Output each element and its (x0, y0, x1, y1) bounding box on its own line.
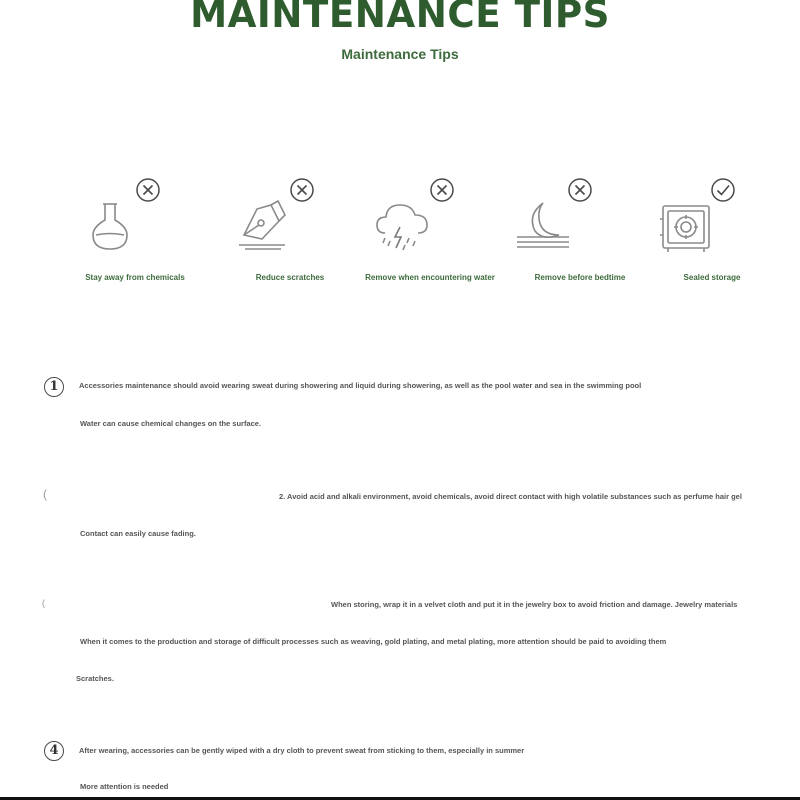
bracket-mark: ( (42, 598, 45, 608)
paragraph-4-line-2: More attention is needed (80, 782, 169, 791)
tip-label: Reduce scratches (255, 273, 325, 282)
paragraph-2-line-2: Contact can easily cause fading. (80, 529, 196, 538)
paragraph-2-line-1: 2. Avoid acid and alkali environment, avoid chemicals, avoid direct contact with high volatile substances such as perfume hair gel (279, 492, 742, 501)
x-circle-icon (137, 179, 159, 201)
flask-icon (93, 204, 127, 249)
tip-sealed-storage (637, 175, 787, 295)
paragraph-3-line-3: Scratches. (76, 674, 114, 683)
tip-label: Stay away from chemicals (85, 273, 185, 282)
bracket-mark: ( (43, 487, 47, 501)
moon-icon (517, 203, 569, 247)
number-badge-1: 1 (44, 377, 64, 397)
x-circle-icon (569, 179, 591, 201)
tip-label: Remove before bedtime (534, 273, 626, 282)
tip-remove-when-encountering-water (355, 175, 505, 295)
paragraph-3-line-1: When storing, wrap it in a velvet cloth and put it in the jewelry box to avoid friction and damage. Jewelry materials (331, 600, 738, 609)
safe-icon (660, 206, 709, 252)
tip-label: Sealed storage (683, 273, 741, 282)
storm-cloud-icon (377, 205, 427, 250)
x-circle-icon (431, 179, 453, 201)
check-circle-icon (712, 179, 734, 201)
paragraph-3-line-2: When it comes to the production and storage of difficult processes such as weaving, gold plating, and metal plating, more attention should be paid to avoiding them (80, 637, 667, 646)
page-title: MAINTENANCE TIPS (190, 0, 610, 36)
x-circle-icon (291, 179, 313, 201)
page-subtitle: Maintenance Tips (341, 46, 459, 62)
paragraph-1-line-2: Water can cause chemical changes on the surface. (80, 419, 262, 428)
paragraph-4-line-1: After wearing, accessories can be gently wiped with a dry cloth to prevent sweat from sticking to them, especially in summer (79, 746, 525, 755)
paragraph-1-line-1: Accessories maintenance should avoid wearing sweat during showering and liquid during showering, as well as the pool water and sea in the swimming pool (79, 381, 642, 390)
number-badge-4: 4 (44, 741, 64, 761)
pen-nib-icon (239, 201, 285, 249)
tip-label: Remove when encountering water (365, 273, 495, 282)
tip-stay-away-from-chemicals (60, 175, 210, 295)
